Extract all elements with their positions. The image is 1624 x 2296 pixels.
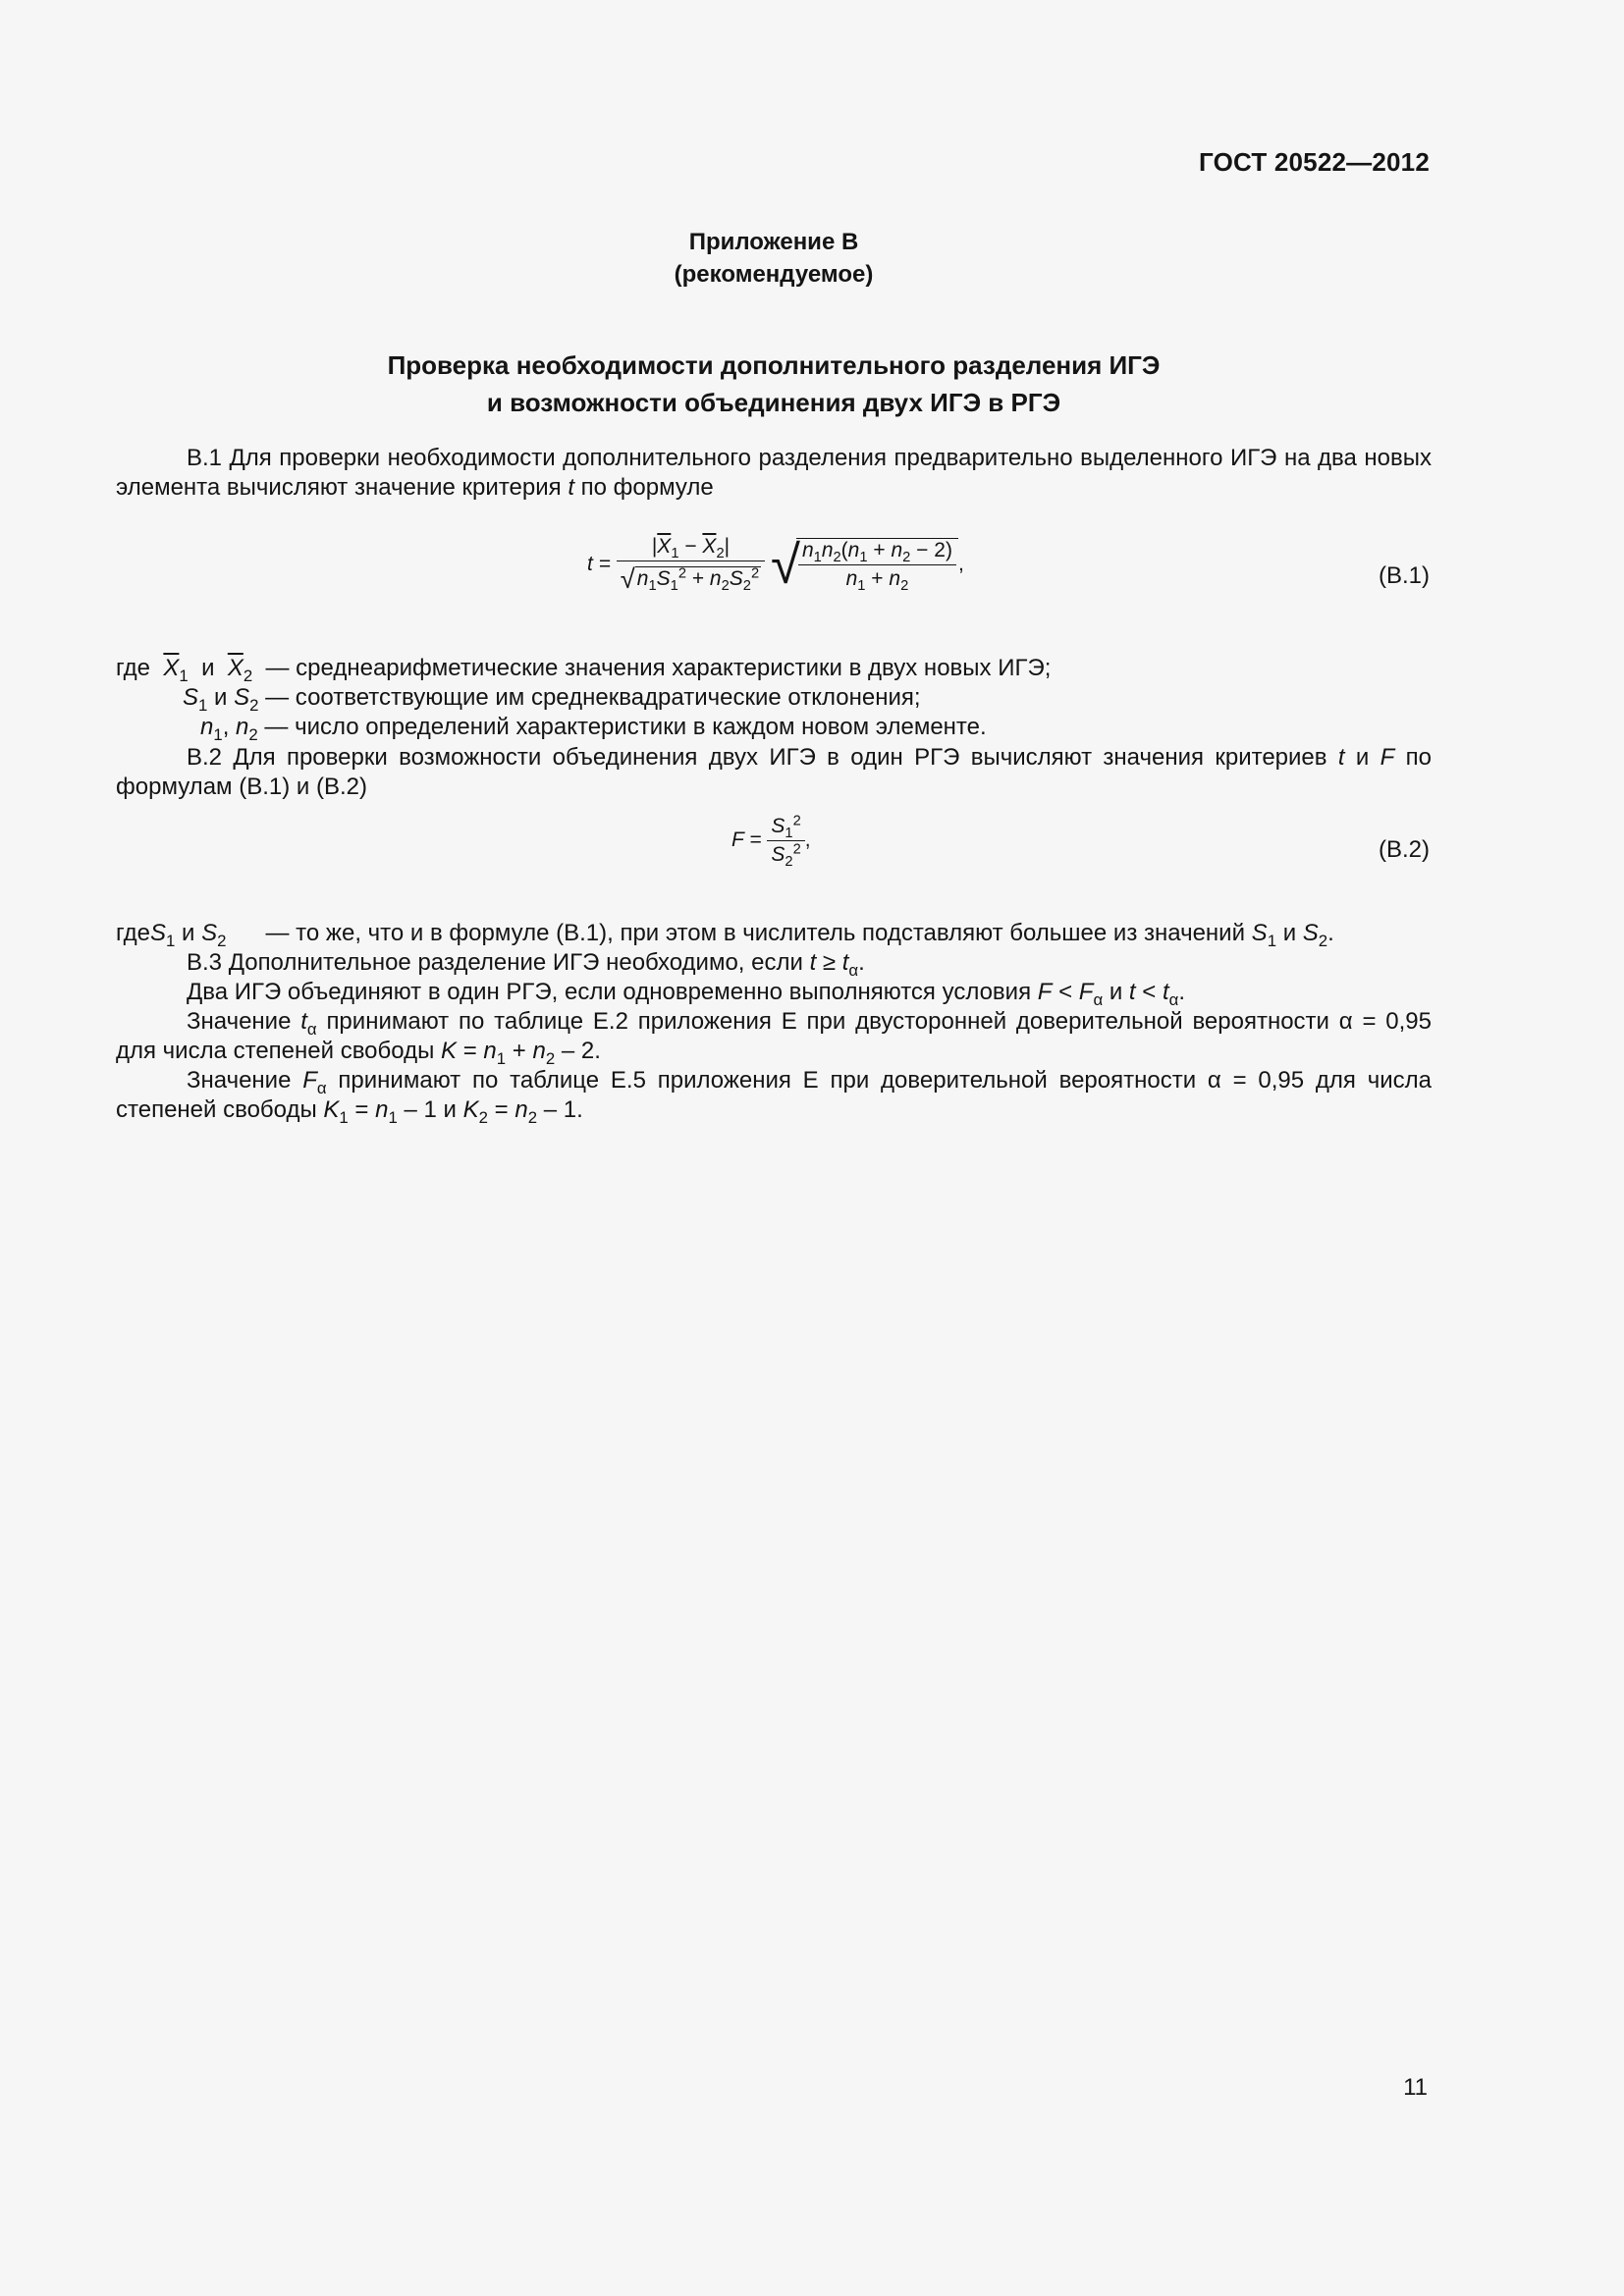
appendix-label: Приложение В [688, 229, 859, 255]
paragraph-f-alpha: Значение $F_\alpha$ принимают по таблице Е.5 приложения Е при доверительной вероятности α = 0,95 для числа степеней свободы $K_1 = n_1 - 1$ и $K_2 = n_2 - 1$. [116, 1067, 1432, 1127]
where1-item2-text: — соответствующие им среднеквадратические отклонения; [265, 684, 921, 711]
formula-b2: F = $\frac{S_1^2}{S_2^2}$ , [731, 813, 811, 871]
where1-item1: где $\overline{X}_1$ и $\overline{X}_2$ — среднеарифметические значения характеристики в двух новых ИГЭ; [116, 655, 1052, 685]
where-list-2-and-rules [116, 919, 1432, 1125]
formula-b2-lhs: F = [731, 828, 762, 852]
where1-item3-text: — число определений характеристики в каждом новом элементе. [264, 714, 987, 740]
paragraph-b2: В.2 Для проверки возможности объединения двух ИГЭ в один РГЭ вычисляют значения критериев t и F по формулам (В.1) и (В.2) [116, 744, 1433, 800]
where-list-1 [116, 654, 1432, 742]
page-number: 11 [1403, 2074, 1428, 2101]
where1-item1-text: — среднеарифметические значения характеристики в двух новых ИГЭ; [265, 655, 1052, 681]
formula-b2-number: (В.2) [1378, 836, 1430, 863]
section-title [116, 347, 1432, 421]
formula-b1-lhs: t = [587, 553, 611, 576]
where1-item3: $n_1$, $n_2$ — число определений характеристики в каждом новом элементе. [200, 714, 987, 744]
paragraph-t-alpha: Значение $t_\alpha$ принимают по таблице Е.2 приложения Е при двусторонней доверительной вероятности α = 0,95 для числа степеней свободы $K = n_1 + n_2 - 2$. [116, 1008, 1432, 1068]
paragraph-b3: В.3 Дополнительное разделение ИГЭ необходимо, если $t \ge t_\alpha$. [187, 949, 865, 980]
section-title-line1: Проверка необходимости дополнительного разделения ИГЭ [387, 350, 1161, 380]
paragraph-merge-condition: Два ИГЭ объединяют в один РГЭ, если одновременно выполняются условия $F < F_\alpha$ и $t < t_\alpha$. [187, 979, 1185, 1009]
where1-item2: $S_1$ и $S_2$ — соответствующие им среднеквадратические отклонения; [183, 684, 921, 715]
formula-b1-fraction: $\frac{|\overline{X}_1 - \overline{X}_2|}{√n_1S_1^2 + n_2S_2^2}$ [617, 535, 765, 595]
document-code: ГОСТ 20522—2012 [1199, 147, 1430, 177]
appendix-heading [116, 226, 1432, 291]
b1-text-a: В.1 Для проверки необходимости дополнительного разделения предварительно выделенного ИГЭ на два новых элемента вычисляют значение критерия [116, 445, 1432, 501]
paragraph-b1 [116, 444, 1432, 503]
b1-t-symbol: t [568, 474, 574, 501]
where2-line: гдеS$_1$ и $S_2$ — то же, что и в формуле (В.1), при этом в числитель подставляют большее из значений $S_1$ и $S_2$. [116, 920, 1334, 950]
formula-b2-fraction: $\frac{S_1^2}{S_2^2}$ [767, 815, 804, 867]
appendix-status: (рекомендуемое) [674, 261, 874, 288]
formula-b1-number: (В.1) [1378, 562, 1430, 589]
b1-text-b: по формуле [573, 474, 714, 501]
formula-b1: t = $\frac{|\overline{X}_1 - \overline{X}_2|}{√n_1S_1^2 + n_2S_2^2}$ √ $\frac{n_1n_2(n_1 + n_2 - 2)}{n_1 + n_2}$ , [587, 535, 964, 595]
section-title-line2: и возможности объединения двух ИГЭ в РГЭ [486, 388, 1061, 417]
